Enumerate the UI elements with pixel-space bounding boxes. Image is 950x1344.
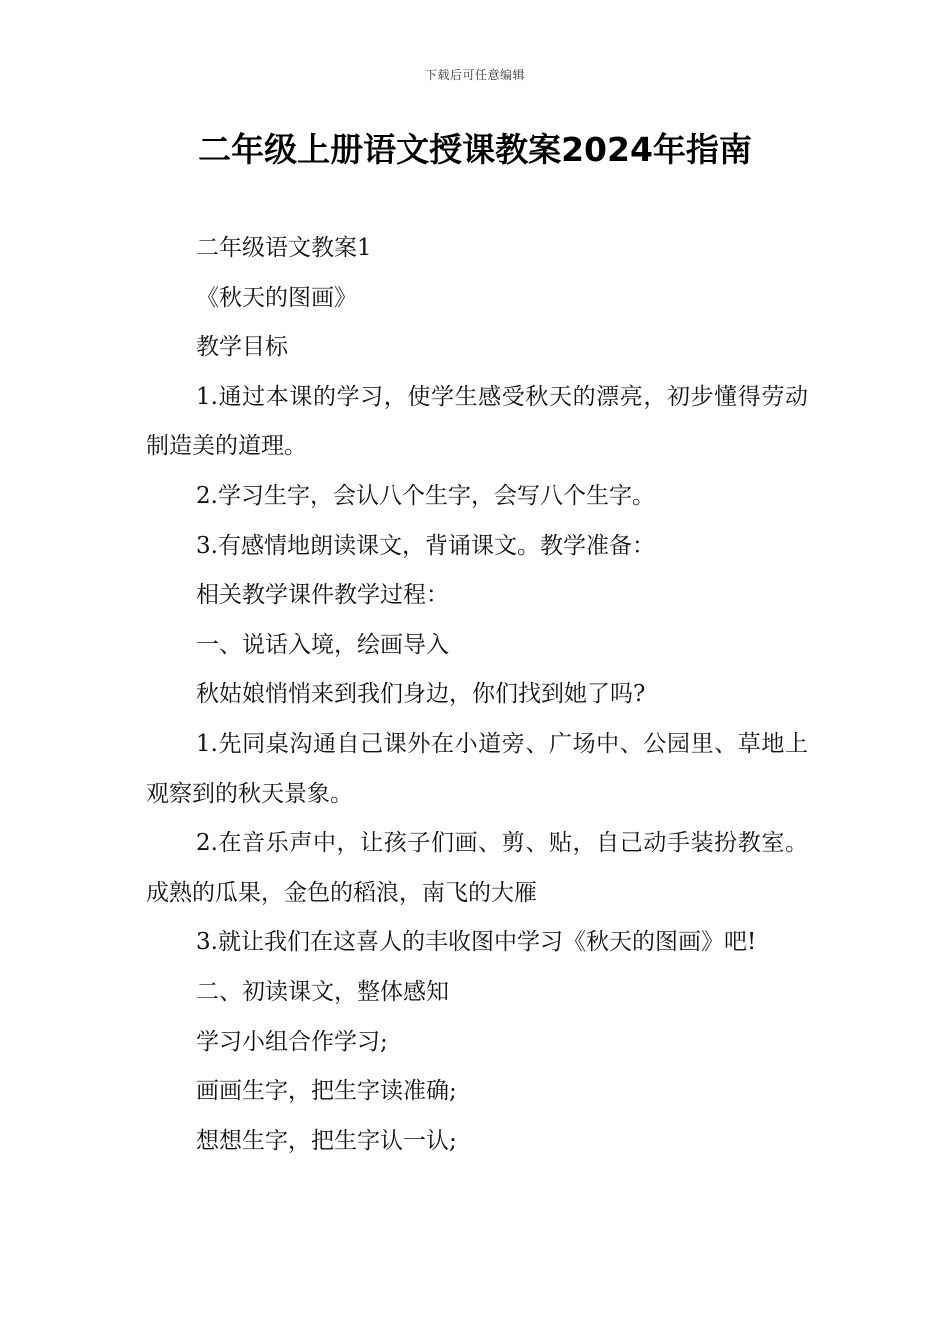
paragraph: 秋姑娘悄悄来到我们身边，你们找到她了吗?	[196, 681, 646, 708]
paragraph: 一、说话入境，绘画导入	[196, 631, 449, 658]
paragraph: 相关教学课件教学过程：	[196, 582, 449, 609]
header-note: 下载后可任意编辑	[424, 68, 525, 82]
paragraph: 画画生字，把生字读准确;	[196, 1078, 457, 1105]
paragraph: 1.通过本课的学习，使学生感受秋天的漂亮，初步懂得劳动制造美的道理。	[146, 383, 808, 460]
paragraph: 《秋天的图画》	[196, 284, 357, 311]
document-title: 二年级上册语文授课教案2024年指南	[198, 130, 752, 169]
paragraph: 2.学习生字，会认八个生字，会写八个生字。	[196, 482, 655, 509]
document-body	[146, 224, 808, 1166]
paragraph: 二、初读课文，整体感知	[196, 978, 449, 1005]
paragraph: 3.就让我们在这喜人的丰收图中学习《秋天的图画》吧!	[196, 929, 757, 956]
paragraph: 学习小组合作学习;	[196, 1028, 388, 1055]
paragraph: 二年级语文教案1	[196, 235, 372, 261]
paragraph: 教学目标	[196, 334, 288, 361]
paragraph: 想想生字，把生字认一认;	[196, 1127, 457, 1154]
paragraph: 3.有感情地朗读课文，背诵课文。教学准备：	[196, 532, 655, 559]
paragraph: 2.在音乐声中，让孩子们画、剪、贴，自己动手装扮教室。成熟的瓜果，金色的稻浪，南飞的大雁	[146, 830, 808, 906]
paragraph: 1.先同桌沟通自己课外在小道旁、广场中、公园里、草地上观察到的秋天景象。	[146, 730, 808, 807]
